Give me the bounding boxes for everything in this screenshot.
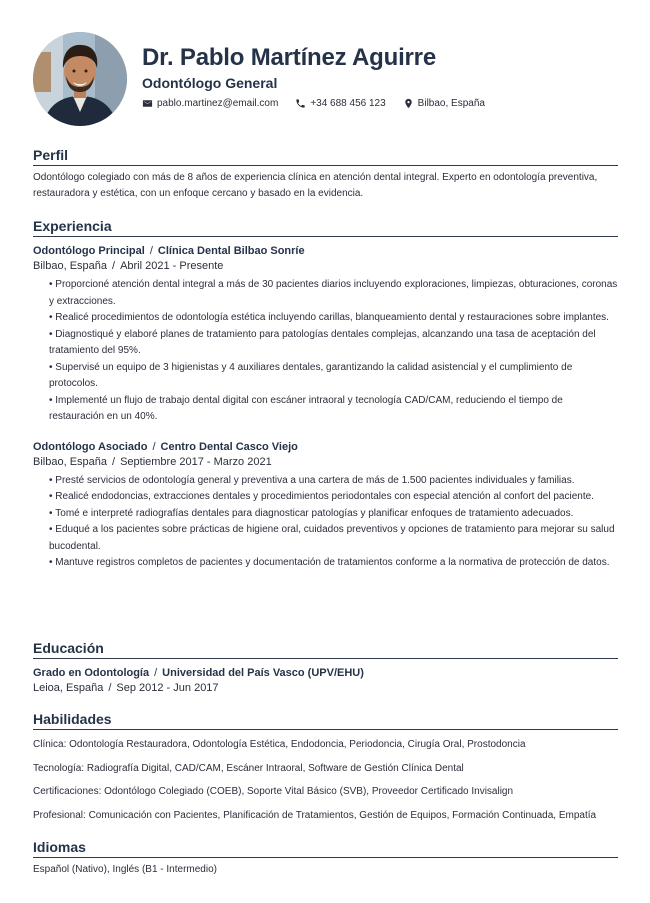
avatar-photo-icon [33, 32, 127, 126]
job-company: Clínica Dental Bilbao Sonríe [157, 245, 305, 257]
section-title-skills: Habilidades [33, 710, 618, 730]
job-location: Bilbao, España [33, 455, 107, 468]
section-languages [33, 838, 618, 878]
job-dates: Septiembre 2017 - Marzo 2021 [120, 455, 272, 468]
email-text: pablo.martinez@email.com [157, 98, 279, 109]
mail-icon [142, 98, 153, 109]
job-bullet: • Diagnostiqué y elaboré planes de tratamiento para patologías dentales complejas, alcanzando una tasa de aceptación del tratamiento del 95%. [49, 327, 618, 360]
job-bullet: • Presté servicios de odontología general y preventiva a una cartera de más de 1.500 pacientes individuales y familias. [49, 473, 618, 490]
job-company: Centro Dental Casco Viejo [160, 440, 298, 453]
contact-phone[interactable] [295, 98, 385, 109]
section-title-experience: Experiencia [33, 217, 618, 237]
job-meta: Bilbao, España / Septiembre 2017 - Marzo 2021 [33, 455, 272, 468]
resume-header [33, 32, 623, 126]
job-bullet: • Eduqué a los pacientes sobre prácticas de higiene oral, cuidados preventivos y opciones de tratamiento para mejorar su salud bucodental. [49, 522, 618, 555]
phone-icon [295, 98, 306, 109]
job-position: Odontólogo Asociado [33, 440, 148, 453]
job-bullet: • Mantuve registros completos de pacientes y documentación de tratamientos conforme a la normativa de protección de datos. [49, 555, 618, 572]
education-dates: Sep 2012 - Jun 2017 [116, 682, 219, 694]
section-title-languages: Idiomas [33, 838, 618, 858]
job-meta: Bilbao, España / Abril 2021 - Presente [33, 260, 224, 272]
section-profile [33, 146, 618, 202]
contact-location [403, 98, 485, 109]
job-heading: Odontólogo Asociado / Centro Dental Casco Viejo [33, 440, 298, 453]
job-bullet: • Proporcioné atención dental integral a más de 30 pacientes diarios incluyendo exploraciones, limpiezas, obturaciones, coronas y extracciones. [49, 277, 618, 310]
skill-line: Profesional: Comunicación con Pacientes, Planificación de Tratamientos, Gestión de Equipos, Formación Continuada, Empatía [33, 809, 597, 821]
job-heading: Odontólogo Principal / Clínica Dental Bilbao Sonríe [33, 245, 305, 257]
job-entry [33, 244, 618, 426]
profile-text: Odontólogo colegiado con más de 8 años de experiencia clínica en atención dental integral. Experto en odontología preventiva, restauradora y estética, con un enfoque cercano y basado en la evidencia. [33, 172, 598, 199]
location-pin-icon [403, 98, 414, 109]
section-title-education: Educación [33, 639, 618, 659]
location-text: Bilbao, España [417, 98, 485, 109]
job-bullet: • Tomé e interpreté radiografías dentales para diagnosticar patologías y planificar enfoques de tratamiento adecuados. [49, 506, 618, 523]
education-degree: Grado en Odontología [33, 667, 150, 679]
section-skills [33, 710, 618, 831]
skill-line: Certificaciones: Odontólogo Colegiado (COEB), Soporte Vital Básico (SVB), Proveedor Certificado Invisalign [33, 786, 514, 797]
job-entry [33, 440, 618, 572]
candidate-role: Odontólogo General [142, 75, 278, 91]
job-dates: Abril 2021 - Presente [120, 260, 224, 272]
job-location: Bilbao, España [33, 260, 107, 272]
education-school: Universidad del País Vasco (UPV/EHU) [162, 667, 364, 679]
phone-text: +34 688 456 123 [310, 98, 386, 109]
job-bullet: • Realicé endodoncias, extracciones dentales y procedimientos periodontales con especial atención al confort del paciente. [49, 489, 618, 506]
job-bullet: • Implementé un flujo de trabajo dental digital con escáner intraoral y tecnología CAD/CAM, reduciendo el tiempo de restauración en un 40%. [49, 393, 618, 426]
contact-info [142, 98, 502, 109]
candidate-name: Dr. Pablo Martínez Aguirre [142, 44, 436, 71]
education-meta: Leioa, España / Sep 2012 - Jun 2017 [33, 682, 219, 694]
education-heading: Grado en Odontología / Universidad del País Vasco (UPV/EHU) [33, 667, 364, 679]
languages-text: Español (Nativo), Inglés (B1 - Intermedio) [33, 864, 217, 875]
job-bullet: • Realicé procedimientos de odontología estética incluyendo carillas, blanqueamiento dental y restauraciones sobre implantes. [49, 310, 618, 327]
job-bullets [33, 473, 618, 572]
education-location: Leioa, España [33, 682, 104, 694]
contact-email[interactable] [142, 98, 278, 109]
job-bullets [33, 277, 618, 426]
section-education [33, 639, 618, 696]
skill-line: Clínica: Odontología Restauradora, Odontología Estética, Endodoncia, Periodoncia, Cirugía Oral, Prostodoncia [33, 739, 526, 750]
section-title-profile: Perfil [33, 146, 618, 166]
avatar [33, 32, 127, 126]
skills-list [33, 737, 618, 824]
job-position: Odontólogo Principal [33, 245, 145, 257]
skill-line: Tecnología: Radiografía Digital, CAD/CAM, Escáner Intraoral, Software de Gestión Clínica Dental [33, 762, 464, 774]
job-bullet: • Supervisé un equipo de 3 higienistas y 4 auxiliares dentales, garantizando la calidad asistencial y el cumplimiento de protocolos. [49, 360, 618, 393]
section-experience [33, 217, 618, 572]
